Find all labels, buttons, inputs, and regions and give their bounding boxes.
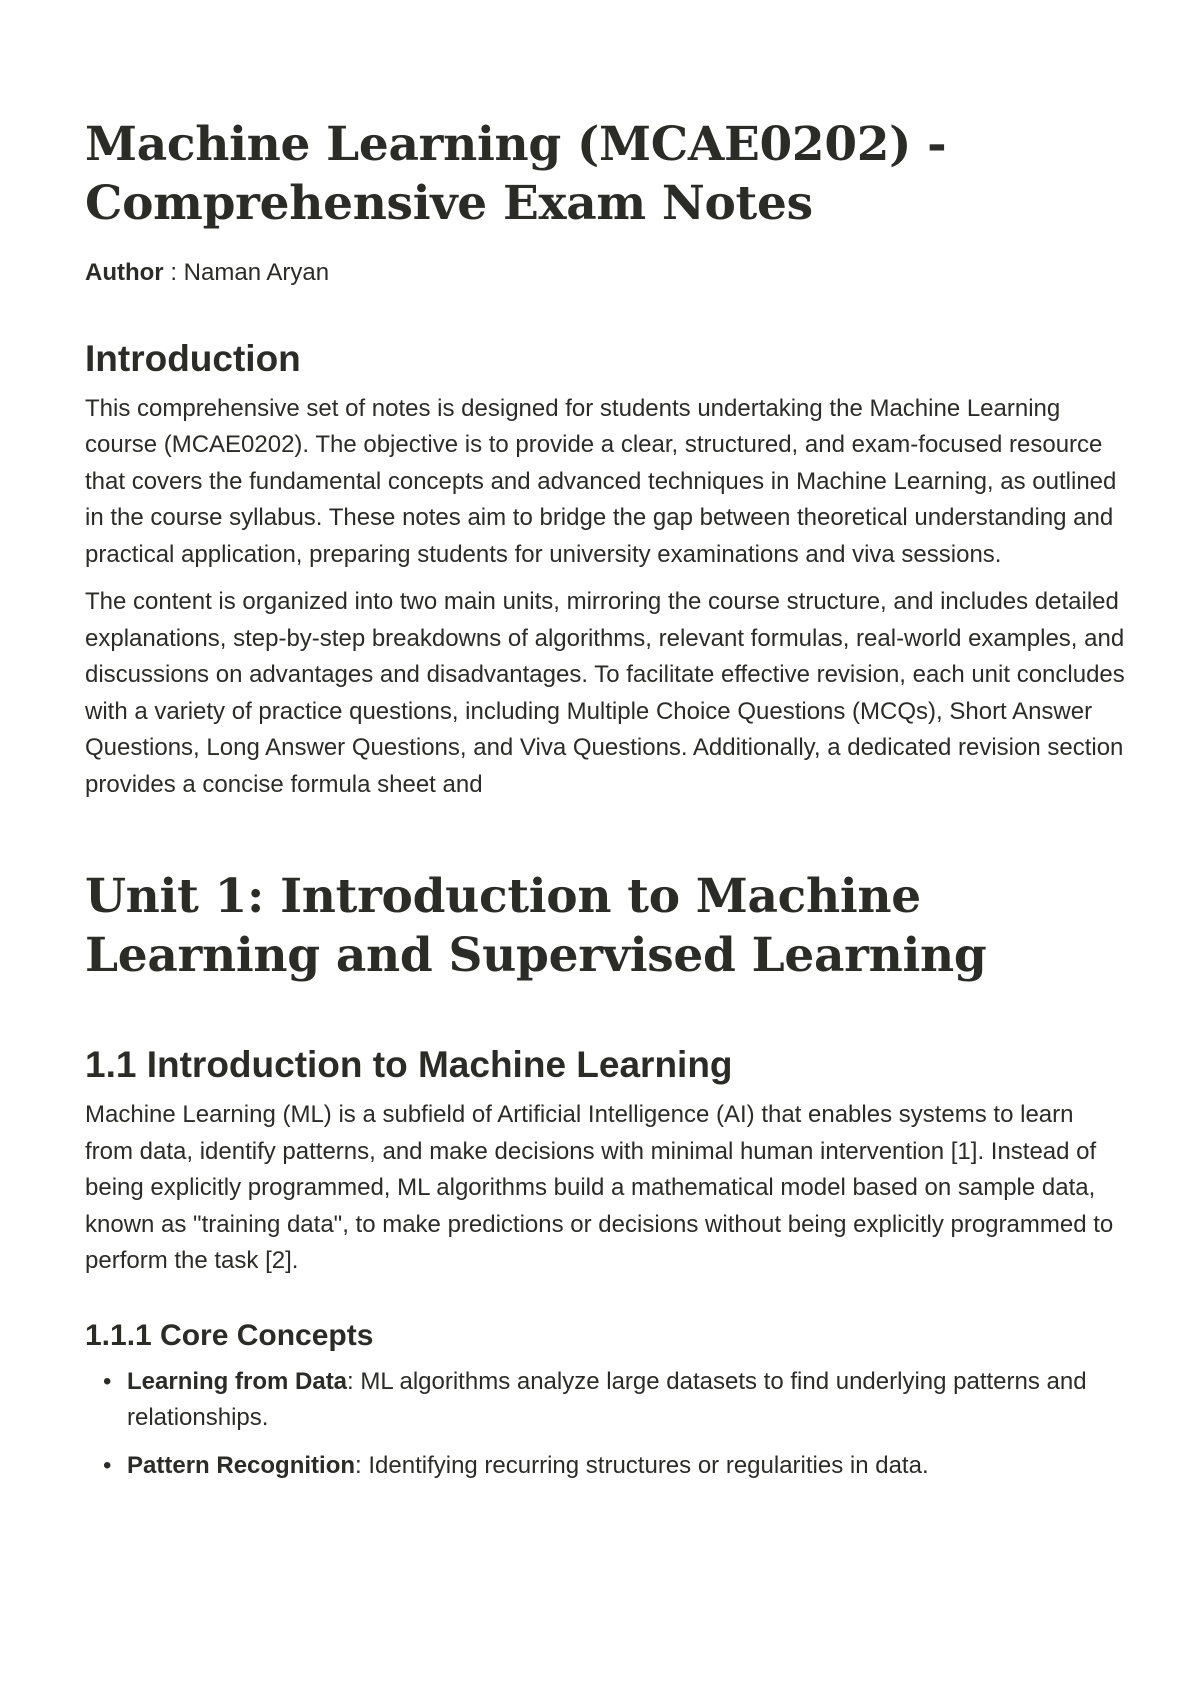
list-item xyxy=(103,1448,1125,1485)
list-item-term: Pattern Recognition xyxy=(127,1451,356,1479)
document-page xyxy=(85,0,1125,1495)
list-item-term: Learning from Data xyxy=(127,1367,348,1395)
unit-1-heading: Unit 1: Introduction to Machine Learning and Supervised Learning xyxy=(85,869,987,983)
author-label: Author xyxy=(85,259,164,286)
list-item-text: : Identifying recurring structures or regularities in data. xyxy=(355,1451,929,1479)
introduction-heading: Introduction xyxy=(85,337,301,379)
bullet-icon: • xyxy=(103,1451,112,1479)
author-separator: : xyxy=(163,259,184,286)
author-name: Naman Aryan xyxy=(183,259,330,286)
bullet-icon: • xyxy=(103,1367,112,1395)
subsection-1-1-1-heading: 1.1.1 Core Concepts xyxy=(85,1318,374,1352)
section-1-1-paragraph: Machine Learning (ML) is a subfield of Artificial Intelligence (AI) that enables systems to learn from data, identify patterns, and make decisions with minimal human intervention [1]. Instead of being explicitly programmed, ML algorithms build a mathematical model based on sample data, known as "training data", to make predictions or decisions without being explicitly programmed to perform the task [2]. xyxy=(85,1101,1114,1274)
core-concepts-list xyxy=(85,1364,1125,1485)
introduction-paragraph-1: This comprehensive set of notes is designed for students undertaking the Machine Learning course (MCAE0202). The objective is to provide a clear, structured, and exam-focused resource that covers the fundamental concepts and advanced techniques in Machine Learning, as outlined in the course syllabus. These notes aim to bridge the gap between theoretical understanding and practical application, preparing students for university examinations and viva sessions. xyxy=(85,394,1117,568)
document-title: Machine Learning (MCAE0202) - Comprehensive Exam Notes xyxy=(85,117,947,231)
author-line xyxy=(85,255,1125,292)
list-item-text: : ML algorithms analyze large datasets to find underlying patterns and relationships. xyxy=(127,1367,1087,1431)
section-1-1-heading: 1.1 Introduction to Machine Learning xyxy=(85,1044,733,1085)
introduction-paragraph-2: The content is organized into two main units, mirroring the course structure, and includes detailed explanations, step-by-step breakdowns of algorithms, relevant formulas, real-world examples, and discussions on advantages and disadvantages. To facilitate effective revision, each unit concludes with a variety of practice questions, including Multiple Choice Questions (MCQs), Short Answer Questions, Long Answer Questions, and Viva Questions. Additionally, a dedicated revision section provides a concise formula sheet and xyxy=(85,588,1125,798)
list-item xyxy=(103,1364,1125,1437)
